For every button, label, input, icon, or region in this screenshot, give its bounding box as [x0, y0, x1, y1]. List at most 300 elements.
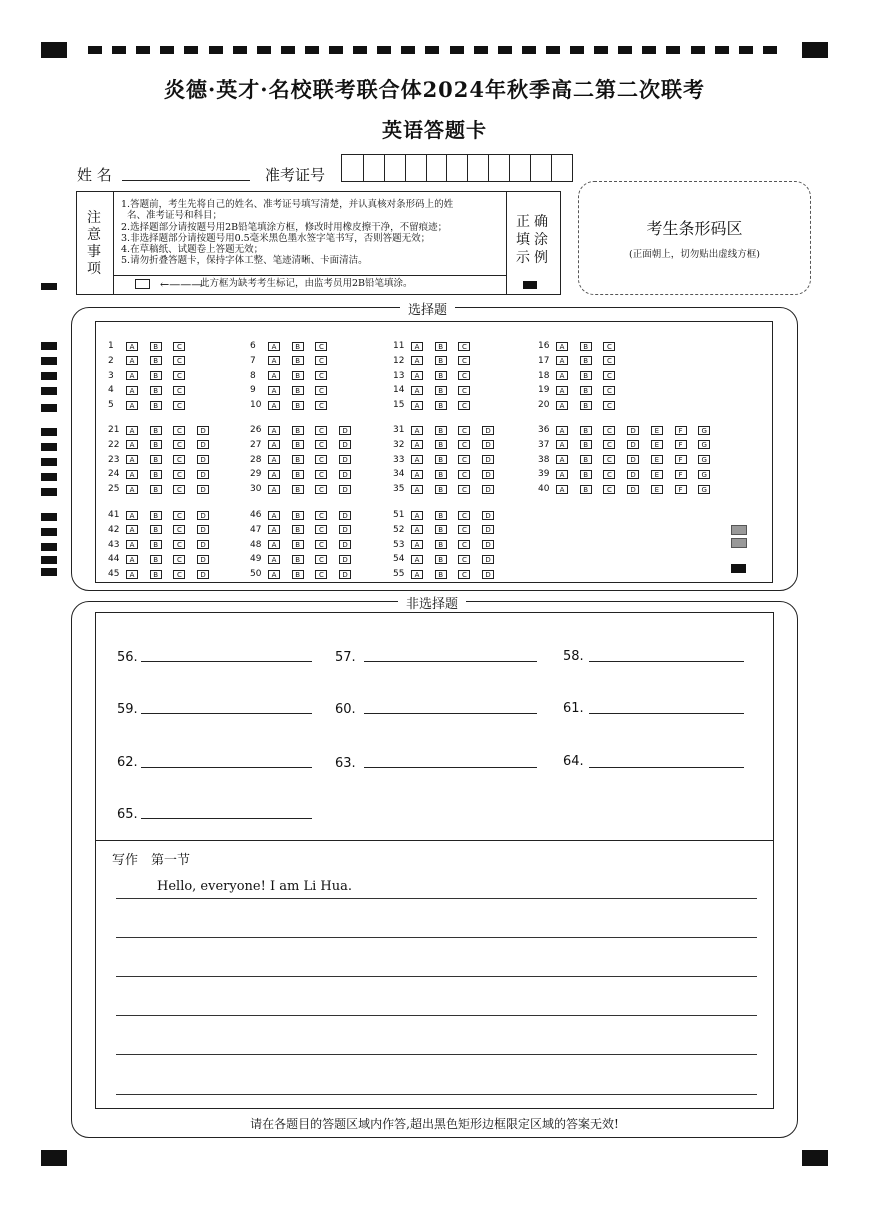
answer-bubble-54-B[interactable]: B — [435, 555, 447, 564]
timing-mark — [594, 46, 608, 54]
answer-bubble-25-A[interactable]: A — [126, 485, 138, 494]
answer-bubble-4-B[interactable]: B — [150, 386, 162, 395]
answer-bubble-8-A[interactable]: A — [268, 371, 280, 380]
answer-bubble-45-C[interactable]: C — [173, 570, 185, 579]
question-number: 29 — [250, 469, 262, 480]
answer-bubble-34-B[interactable]: B — [435, 470, 447, 479]
name-field[interactable] — [122, 180, 250, 181]
answer-bubble-22-D[interactable]: D — [197, 440, 209, 449]
answer-bubble-24-D[interactable]: D — [197, 470, 209, 479]
timing-mark — [474, 46, 488, 54]
answer-bubble-47-B[interactable]: B — [292, 525, 304, 534]
question-number: 43 — [108, 539, 120, 550]
answer-bubble-25-B[interactable]: B — [150, 485, 162, 494]
timing-mark — [522, 46, 536, 54]
answer-bubble-17-A[interactable]: A — [556, 356, 568, 365]
answer-bubble-6-A[interactable]: A — [268, 342, 280, 351]
answer-bubble-26-B[interactable]: B — [292, 426, 304, 435]
answer-bubble-23-D[interactable]: D — [197, 455, 209, 464]
question-number: 4 — [108, 385, 114, 396]
answer-bubble-36-D[interactable]: D — [627, 426, 639, 435]
answer-bubble-29-B[interactable]: B — [292, 470, 304, 479]
answer-bubble-55-B[interactable]: B — [435, 570, 447, 579]
nonmc-section-title: 非选择题 — [398, 593, 466, 612]
answer-bubble-21-B[interactable]: B — [150, 426, 162, 435]
answer-bubble-46-A[interactable]: A — [268, 511, 280, 520]
answer-bubble-12-A[interactable]: A — [411, 356, 423, 365]
answer-bubble-51-C[interactable]: C — [458, 511, 470, 520]
answer-bubble-22-C[interactable]: C — [173, 440, 185, 449]
answer-bubble-14-A[interactable]: A — [411, 386, 423, 395]
question-number: 16 — [538, 341, 550, 351]
side-timing-mark — [41, 404, 57, 412]
item-65-number: 65. — [117, 807, 138, 822]
question-number: 10 — [250, 400, 262, 411]
answer-bubble-38-D[interactable]: D — [627, 455, 639, 464]
question-number: 40 — [538, 484, 550, 495]
side-timing-mark — [41, 528, 57, 536]
answer-bubble-10-A[interactable]: A — [268, 401, 280, 410]
answer-bubble-52-C[interactable]: C — [458, 525, 470, 534]
answer-bubble-37-F[interactable]: F — [675, 440, 687, 449]
item-58-line[interactable] — [589, 661, 744, 662]
arrow-left-icon: ←——— — [160, 278, 203, 291]
answer-bubble-50-B[interactable]: B — [292, 570, 304, 579]
question-number: 15 — [393, 400, 405, 411]
answer-bubble-17-B[interactable]: B — [580, 356, 592, 365]
answer-bubble-34-D[interactable]: D — [482, 470, 494, 479]
answer-bubble-15-C[interactable]: C — [458, 401, 470, 410]
answer-bubble-39-G[interactable]: G — [698, 470, 710, 479]
answer-bubble-54-D[interactable]: D — [482, 555, 494, 564]
answer-bubble-46-C[interactable]: C — [315, 511, 327, 520]
question-number: 8 — [250, 370, 256, 381]
answer-bubble-51-D[interactable]: D — [482, 511, 494, 520]
ticket-number-boxes[interactable] — [341, 154, 573, 182]
item-57-line[interactable] — [364, 661, 537, 662]
answer-bubble-41-D[interactable]: D — [197, 511, 209, 520]
answer-bubble-27-C[interactable]: C — [315, 440, 327, 449]
question-number: 41 — [108, 510, 120, 520]
side-timing-mark — [41, 458, 57, 466]
answer-bubble-23-B[interactable]: B — [150, 455, 162, 464]
answer-bubble-28-B[interactable]: B — [292, 455, 304, 464]
answer-bubble-14-B[interactable]: B — [435, 386, 447, 395]
answer-bubble-32-D[interactable]: D — [482, 440, 494, 449]
answer-bubble-12-C[interactable]: C — [458, 356, 470, 365]
timing-mark — [642, 46, 656, 54]
answer-bubble-26-A[interactable]: A — [268, 426, 280, 435]
answer-bubble-42-A[interactable]: A — [126, 525, 138, 534]
answer-bubble-7-A[interactable]: A — [268, 356, 280, 365]
item-56-line[interactable] — [141, 661, 312, 662]
answer-bubble-38-E[interactable]: E — [651, 455, 663, 464]
question-number: 52 — [393, 524, 405, 535]
answer-bubble-33-D[interactable]: D — [482, 455, 494, 464]
answer-bubble-50-D[interactable]: D — [339, 570, 351, 579]
answer-bubble-38-G[interactable]: G — [698, 455, 710, 464]
answer-bubble-42-B[interactable]: B — [150, 525, 162, 534]
answer-bubble-40-B[interactable]: B — [580, 485, 592, 494]
answer-bubble-11-C[interactable]: C — [458, 342, 470, 351]
answer-bubble-43-C[interactable]: C — [173, 540, 185, 549]
answer-bubble-9-A[interactable]: A — [268, 386, 280, 395]
answer-bubble-48-B[interactable]: B — [292, 540, 304, 549]
item-56-number: 56. — [117, 650, 138, 665]
item-60-number: 60. — [335, 702, 356, 717]
timing-mark — [450, 46, 464, 54]
answer-bubble-1-B[interactable]: B — [150, 342, 162, 351]
answer-bubble-31-D[interactable]: D — [482, 426, 494, 435]
answer-bubble-38-F[interactable]: F — [675, 455, 687, 464]
item-65-line[interactable] — [141, 818, 312, 819]
answer-bubble-5-C[interactable]: C — [173, 401, 185, 410]
answer-bubble-39-F[interactable]: F — [675, 470, 687, 479]
answer-bubble-39-A[interactable]: A — [556, 470, 568, 479]
timing-mark — [570, 46, 584, 54]
answer-bubble-26-C[interactable]: C — [315, 426, 327, 435]
answer-bubble-28-D[interactable]: D — [339, 455, 351, 464]
answer-bubble-7-B[interactable]: B — [292, 356, 304, 365]
answer-bubble-31-A[interactable]: A — [411, 426, 423, 435]
timing-mark — [257, 46, 271, 54]
answer-bubble-30-A[interactable]: A — [268, 485, 280, 494]
answer-bubble-4-A[interactable]: A — [126, 386, 138, 395]
answer-bubble-53-A[interactable]: A — [411, 540, 423, 549]
writing-label: 写作 第一节 — [112, 853, 191, 868]
answer-bubble-38-B[interactable]: B — [580, 455, 592, 464]
answer-bubble-31-B[interactable]: B — [435, 426, 447, 435]
barcode-hint: (正面朝上，切勿贴出虚线方框) — [629, 249, 760, 260]
answer-bubble-35-D[interactable]: D — [482, 485, 494, 494]
answer-bubble-32-A[interactable]: A — [411, 440, 423, 449]
answer-bubble-52-A[interactable]: A — [411, 525, 423, 534]
timing-mark — [618, 46, 632, 54]
answer-bubble-52-B[interactable]: B — [435, 525, 447, 534]
answer-bubble-10-B[interactable]: B — [292, 401, 304, 410]
correct-fill-label: 正确填涂示例 — [516, 214, 552, 266]
question-number: 48 — [250, 539, 262, 550]
answer-bubble-40-D[interactable]: D — [627, 485, 639, 494]
answer-bubble-47-D[interactable]: D — [339, 525, 351, 534]
item-62-number: 62. — [117, 755, 138, 770]
answer-bubble-52-D[interactable]: D — [482, 525, 494, 534]
timing-mark — [136, 46, 150, 54]
answer-bubble-32-C[interactable]: C — [458, 440, 470, 449]
answer-bubble-45-D[interactable]: D — [197, 570, 209, 579]
answer-bubble-10-C[interactable]: C — [315, 401, 327, 410]
answer-bubble-39-C[interactable]: C — [603, 470, 615, 479]
answer-bubble-48-D[interactable]: D — [339, 540, 351, 549]
timing-mark — [763, 46, 777, 54]
answer-bubble-55-A[interactable]: A — [411, 570, 423, 579]
answer-bubble-24-A[interactable]: A — [126, 470, 138, 479]
writing-line[interactable] — [116, 1015, 757, 1016]
item-64-line[interactable] — [589, 767, 744, 768]
item-59-line[interactable] — [141, 713, 312, 714]
absent-checkbox[interactable] — [135, 279, 150, 289]
side-timing-mark — [41, 556, 57, 564]
question-number: 25 — [108, 484, 120, 495]
side-mark-notes — [41, 283, 57, 290]
answer-bubble-22-B[interactable]: B — [150, 440, 162, 449]
answer-bubble-21-D[interactable]: D — [197, 426, 209, 435]
answer-bubble-9-C[interactable]: C — [315, 386, 327, 395]
answer-bubble-34-C[interactable]: C — [458, 470, 470, 479]
timing-mark — [112, 46, 126, 54]
timing-mark — [377, 46, 391, 54]
answer-bubble-47-C[interactable]: C — [315, 525, 327, 534]
nonmc-inner-box — [95, 612, 774, 1109]
answer-bubble-15-A[interactable]: A — [411, 401, 423, 410]
question-number: 6 — [250, 341, 256, 351]
item-62-line[interactable] — [141, 767, 312, 768]
answer-bubble-37-E[interactable]: E — [651, 440, 663, 449]
answer-bubble-5-B[interactable]: B — [150, 401, 162, 410]
answer-bubble-41-B[interactable]: B — [150, 511, 162, 520]
answer-bubble-37-C[interactable]: C — [603, 440, 615, 449]
answer-bubble-36-A[interactable]: A — [556, 426, 568, 435]
answer-bubble-31-C[interactable]: C — [458, 426, 470, 435]
answer-bubble-54-A[interactable]: A — [411, 555, 423, 564]
question-number: 55 — [393, 569, 405, 580]
answer-bubble-27-A[interactable]: A — [268, 440, 280, 449]
answer-bubble-2-A[interactable]: A — [126, 356, 138, 365]
answer-bubble-49-A[interactable]: A — [268, 555, 280, 564]
answer-bubble-43-A[interactable]: A — [126, 540, 138, 549]
question-number: 28 — [250, 454, 262, 465]
answer-bubble-19-C[interactable]: C — [603, 386, 615, 395]
answer-bubble-48-C[interactable]: C — [315, 540, 327, 549]
answer-bubble-37-B[interactable]: B — [580, 440, 592, 449]
correct-fill-sample — [523, 281, 537, 289]
answer-bubble-30-B[interactable]: B — [292, 485, 304, 494]
answer-bubble-40-E[interactable]: E — [651, 485, 663, 494]
question-number: 22 — [108, 439, 120, 450]
answer-bubble-1-A[interactable]: A — [126, 342, 138, 351]
answer-bubble-19-A[interactable]: A — [556, 386, 568, 395]
answer-bubble-45-A[interactable]: A — [126, 570, 138, 579]
answer-bubble-13-A[interactable]: A — [411, 371, 423, 380]
side-timing-mark — [41, 473, 57, 481]
answer-bubble-23-A[interactable]: A — [126, 455, 138, 464]
answer-bubble-34-A[interactable]: A — [411, 470, 423, 479]
answer-bubble-37-G[interactable]: G — [698, 440, 710, 449]
answer-bubble-49-C[interactable]: C — [315, 555, 327, 564]
answer-bubble-11-B[interactable]: B — [435, 342, 447, 351]
answer-bubble-9-B[interactable]: B — [292, 386, 304, 395]
answer-bubble-53-D[interactable]: D — [482, 540, 494, 549]
answer-bubble-35-A[interactable]: A — [411, 485, 423, 494]
answer-bubble-53-B[interactable]: B — [435, 540, 447, 549]
answer-bubble-5-A[interactable]: A — [126, 401, 138, 410]
answer-bubble-17-C[interactable]: C — [603, 356, 615, 365]
answer-bubble-20-C[interactable]: C — [603, 401, 615, 410]
answer-bubble-3-C[interactable]: C — [173, 371, 185, 380]
answer-bubble-37-D[interactable]: D — [627, 440, 639, 449]
side-timing-mark — [41, 568, 57, 576]
answer-bubble-35-B[interactable]: B — [435, 485, 447, 494]
answer-bubble-49-B[interactable]: B — [292, 555, 304, 564]
notes-text: 1.答题前，考生先将自己的姓名、准考证号填写清楚，并认真核对条形码上的姓 名、准考证号和科目； 2.选择题部分请按题号用2B铅笔填涂方框，修改时用橡皮擦干净，不留痕迹； 3.非选择题部分请按题号用0.5毫米黑色墨水签字笔书写，否则答题无效； 4.在草稿纸、试题卷上答题无效； 5.请勿折叠答题卡，保持字体工整、笔迹清晰、卡面清洁。 — [121, 199, 454, 267]
answer-bubble-25-C[interactable]: C — [173, 485, 185, 494]
answer-bubble-42-C[interactable]: C — [173, 525, 185, 534]
answer-bubble-6-B[interactable]: B — [292, 342, 304, 351]
answer-bubble-27-D[interactable]: D — [339, 440, 351, 449]
answer-bubble-39-D[interactable]: D — [627, 470, 639, 479]
timing-mark — [160, 46, 174, 54]
answer-bubble-46-B[interactable]: B — [292, 511, 304, 520]
answer-bubble-18-C[interactable]: C — [603, 371, 615, 380]
writing-opening: Hello, everyone! I am Li Hua. — [157, 879, 352, 894]
answer-bubble-1-C[interactable]: C — [173, 342, 185, 351]
answer-bubble-38-C[interactable]: C — [603, 455, 615, 464]
answer-bubble-21-A[interactable]: A — [126, 426, 138, 435]
answer-bubble-35-C[interactable]: C — [458, 485, 470, 494]
answer-bubble-43-D[interactable]: D — [197, 540, 209, 549]
answer-bubble-44-C[interactable]: C — [173, 555, 185, 564]
answer-bubble-51-B[interactable]: B — [435, 511, 447, 520]
answer-bubble-28-C[interactable]: C — [315, 455, 327, 464]
question-number: 13 — [393, 370, 405, 381]
item-59-number: 59. — [117, 702, 138, 717]
answer-bubble-33-B[interactable]: B — [435, 455, 447, 464]
answer-bubble-44-B[interactable]: B — [150, 555, 162, 564]
answer-bubble-44-A[interactable]: A — [126, 555, 138, 564]
answer-bubble-14-C[interactable]: C — [458, 386, 470, 395]
question-number: 31 — [393, 425, 405, 435]
answer-bubble-11-A[interactable]: A — [411, 342, 423, 351]
question-number: 27 — [250, 439, 262, 450]
answer-bubble-13-B[interactable]: B — [435, 371, 447, 380]
answer-bubble-41-A[interactable]: A — [126, 511, 138, 520]
answer-bubble-29-C[interactable]: C — [315, 470, 327, 479]
answer-bubble-4-C[interactable]: C — [173, 386, 185, 395]
answer-bubble-19-B[interactable]: B — [580, 386, 592, 395]
answer-bubble-7-C[interactable]: C — [315, 356, 327, 365]
writing-line[interactable] — [116, 976, 757, 977]
answer-bubble-25-D[interactable]: D — [197, 485, 209, 494]
question-number: 24 — [108, 469, 120, 480]
answer-bubble-2-C[interactable]: C — [173, 356, 185, 365]
writing-line[interactable] — [116, 898, 757, 899]
answer-bubble-29-D[interactable]: D — [339, 470, 351, 479]
writing-line[interactable] — [116, 1054, 757, 1055]
item-61-line[interactable] — [589, 713, 744, 714]
answer-bubble-49-D[interactable]: D — [339, 555, 351, 564]
question-number: 1 — [108, 341, 114, 351]
answer-bubble-29-A[interactable]: A — [268, 470, 280, 479]
answer-bubble-15-B[interactable]: B — [435, 401, 447, 410]
answer-bubble-40-F[interactable]: F — [675, 485, 687, 494]
answer-bubble-30-C[interactable]: C — [315, 485, 327, 494]
answer-bubble-39-E[interactable]: E — [651, 470, 663, 479]
answer-bubble-24-B[interactable]: B — [150, 470, 162, 479]
answer-bubble-8-C[interactable]: C — [315, 371, 327, 380]
question-number: 42 — [108, 524, 120, 535]
question-number: 35 — [393, 484, 405, 495]
answer-bubble-55-C[interactable]: C — [458, 570, 470, 579]
side-timing-mark — [41, 543, 57, 551]
question-number: 38 — [538, 454, 550, 465]
answer-bubble-23-C[interactable]: C — [173, 455, 185, 464]
answer-bubble-42-D[interactable]: D — [197, 525, 209, 534]
timing-mark — [88, 46, 102, 54]
answer-bubble-37-A[interactable]: A — [556, 440, 568, 449]
answer-bubble-2-B[interactable]: B — [150, 356, 162, 365]
answer-bubble-40-C[interactable]: C — [603, 485, 615, 494]
answer-bubble-18-A[interactable]: A — [556, 371, 568, 380]
answer-bubble-41-C[interactable]: C — [173, 511, 185, 520]
answer-bubble-13-C[interactable]: C — [458, 371, 470, 380]
answer-bubble-22-A[interactable]: A — [126, 440, 138, 449]
answer-bubble-48-A[interactable]: A — [268, 540, 280, 549]
answer-bubble-3-B[interactable]: B — [150, 371, 162, 380]
answer-bubble-8-B[interactable]: B — [292, 371, 304, 380]
answer-bubble-20-B[interactable]: B — [580, 401, 592, 410]
ticket-label: 准考证号 — [265, 166, 326, 184]
answer-bubble-12-B[interactable]: B — [435, 356, 447, 365]
answer-bubble-39-B[interactable]: B — [580, 470, 592, 479]
writing-line[interactable] — [116, 1094, 757, 1095]
question-number: 21 — [108, 425, 120, 435]
item-57-number: 57. — [335, 650, 356, 665]
answer-bubble-28-A[interactable]: A — [268, 455, 280, 464]
answer-bubble-36-G[interactable]: G — [698, 426, 710, 435]
writing-line[interactable] — [116, 937, 757, 938]
answer-bubble-26-D[interactable]: D — [339, 426, 351, 435]
answer-bubble-55-D[interactable]: D — [482, 570, 494, 579]
answer-bubble-33-A[interactable]: A — [411, 455, 423, 464]
item-60-line[interactable] — [364, 713, 537, 714]
answer-bubble-50-A[interactable]: A — [268, 570, 280, 579]
answer-bubble-16-C[interactable]: C — [603, 342, 615, 351]
answer-bubble-44-D[interactable]: D — [197, 555, 209, 564]
answer-bubble-40-A[interactable]: A — [556, 485, 568, 494]
answer-bubble-32-B[interactable]: B — [435, 440, 447, 449]
answer-bubble-33-C[interactable]: C — [458, 455, 470, 464]
answer-bubble-54-C[interactable]: C — [458, 555, 470, 564]
answer-bubble-20-A[interactable]: A — [556, 401, 568, 410]
answer-bubble-36-F[interactable]: F — [675, 426, 687, 435]
answer-bubble-46-D[interactable]: D — [339, 511, 351, 520]
answer-bubble-3-A[interactable]: A — [126, 371, 138, 380]
answer-bubble-36-E[interactable]: E — [651, 426, 663, 435]
answer-bubble-45-B[interactable]: B — [150, 570, 162, 579]
answer-bubble-21-C[interactable]: C — [173, 426, 185, 435]
answer-bubble-38-A[interactable]: A — [556, 455, 568, 464]
timing-mark — [546, 46, 560, 54]
answer-bubble-24-C[interactable]: C — [173, 470, 185, 479]
answer-bubble-16-B[interactable]: B — [580, 342, 592, 351]
answer-bubble-30-D[interactable]: D — [339, 485, 351, 494]
answer-bubble-6-C[interactable]: C — [315, 342, 327, 351]
item-63-line[interactable] — [364, 767, 537, 768]
answer-bubble-18-B[interactable]: B — [580, 371, 592, 380]
answer-bubble-36-C[interactable]: C — [603, 426, 615, 435]
answer-bubble-50-C[interactable]: C — [315, 570, 327, 579]
answer-bubble-53-C[interactable]: C — [458, 540, 470, 549]
side-timing-mark — [41, 513, 57, 521]
answer-bubble-47-A[interactable]: A — [268, 525, 280, 534]
answer-bubble-43-B[interactable]: B — [150, 540, 162, 549]
answer-bubble-16-A[interactable]: A — [556, 342, 568, 351]
item-61-number: 61. — [563, 701, 584, 716]
answer-bubble-27-B[interactable]: B — [292, 440, 304, 449]
answer-bubble-51-A[interactable]: A — [411, 511, 423, 520]
answer-bubble-40-G[interactable]: G — [698, 485, 710, 494]
answer-bubble-36-B[interactable]: B — [580, 426, 592, 435]
